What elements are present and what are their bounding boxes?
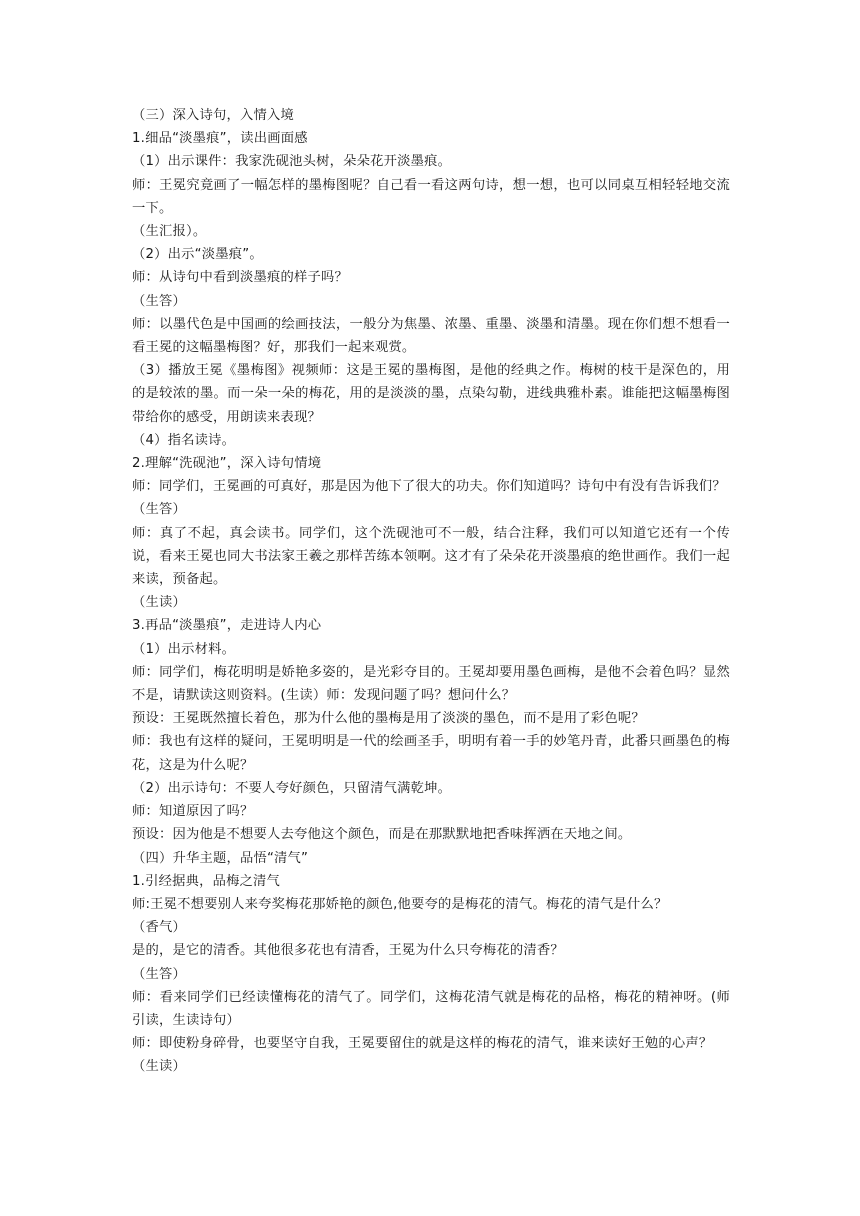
- paragraph: （生答）: [132, 502, 186, 518]
- subsection-heading-1: 1.细品“淡墨痕”，读出画面感: [132, 131, 308, 147]
- paragraph: 师：同学们，王冕画的可真好，那是因为他下了很大的功夫。你们知道吗？诗句中有没有告诉我们？: [132, 479, 726, 495]
- paragraph: 预设：因为他是不想要人去夸他这个颜色，而是在那默默地把香味挥洒在天地之间。: [132, 827, 632, 843]
- paragraph: 师：我也有这样的疑问，王冕明明是一代的绘画圣手，明明有着一手的妙笔丹青，此番只画墨色的梅花，这是为什么呢？: [132, 734, 730, 773]
- paragraph: （3）播放王冕《墨梅图》视频师：这是王冕的墨梅图，是他的经典之作。梅树的枝干是深色的，用的是较浓的墨。而一朵一朵的梅花，用的是淡淡的墨，点染勾勒，进线典雅朴素。谁能把这幅墨梅图带给你的感受，用朗读来表现？: [132, 363, 730, 425]
- paragraph: （香气）: [132, 920, 186, 936]
- paragraph: 师：即使粉身碎骨，也要坚守自我，王冕要留住的就是这样的梅花的清气，谁来读好王勉的心声？: [132, 1036, 713, 1052]
- paragraph: 师：以墨代色是中国画的绘画技法，一般分为焦墨、浓墨、重墨、淡墨和清墨。现在你们想不想看一看王冕的这幅墨梅图？好，那我们一起来观赏。: [132, 316, 730, 356]
- paragraph: 师：看来同学们已经读懂梅花的清气了。同学们，这梅花清气就是梅花的品格，梅花的精神呀。(师引读，生读诗句）: [132, 989, 730, 1028]
- paragraph: （4）指名读诗。: [132, 432, 236, 448]
- paragraph: （生答）: [132, 293, 186, 309]
- document-page: [132, 104, 730, 1079]
- subsection-heading-3: 3.再品“淡墨痕”，走进诗人内心: [132, 618, 322, 634]
- paragraph: 师：知道原因了吗？: [132, 804, 254, 820]
- paragraph: （生读）: [132, 595, 186, 611]
- paragraph: 师：真了不起，真会读书。同学们，这个洗砚池可不一般，结合注释，我们可以知道它还有一个传说，看来王冕也同大书法家王羲之那样苦练本领啊。这才有了朵朵花开淡墨痕的绝世画作。我们一起来读，预备起。: [132, 525, 730, 588]
- subsection-heading-1: 1.引经据典，品梅之清气: [132, 873, 281, 889]
- paragraph: （1）出示材料。: [132, 641, 236, 657]
- paragraph: 师：同学们，梅花明明是娇艳多姿的，是光彩夺目的。王冕却要用墨色画梅，是他不会着色吗？显然不是，请默读这则资料。(生读）师：发现问题了吗？想问什么？: [132, 664, 730, 704]
- paragraph: （生读）: [132, 1059, 186, 1075]
- paragraph: （1）出示课件：我家洗砚池头树，朵朵花开淡墨痕。: [132, 154, 452, 170]
- paragraph: 预设：王冕既然擅长着色，那为什么他的墨梅是用了淡淡的墨色，而不是用了彩色呢？: [132, 711, 645, 727]
- paragraph: 师：王冕究竟画了一幅怎样的墨梅图呢？自己看一看这两句诗，想一想，也可以同桌互相轻轻地交流一下。: [132, 177, 730, 216]
- paragraph: 师:王冕不想要别人来夸奖梅花那娇艳的颜色,他要夸的是梅花的清气。梅花的清气是什么？: [132, 896, 668, 912]
- section-heading-4: （四）升华主题，品悟“清气”: [132, 850, 309, 866]
- section-heading-3: （三）深入诗句，入情入境: [132, 108, 294, 123]
- paragraph: （生汇报）。: [132, 224, 207, 240]
- paragraph: （2）出示诗句：不要人夸好颜色，只留清气满乾坤。: [132, 780, 452, 796]
- subsection-heading-2: 2.理解“洗砚池”，深入诗句情境: [132, 456, 322, 472]
- paragraph: 师：从诗句中看到淡墨痕的样子吗？: [132, 270, 348, 286]
- paragraph: （生答）: [132, 966, 186, 982]
- paragraph: （2）出示“淡墨痕”。: [132, 247, 263, 263]
- paragraph: 是的，是它的清香。其他很多花也有清香，王冕为什么只夸梅花的清香？: [132, 943, 564, 959]
